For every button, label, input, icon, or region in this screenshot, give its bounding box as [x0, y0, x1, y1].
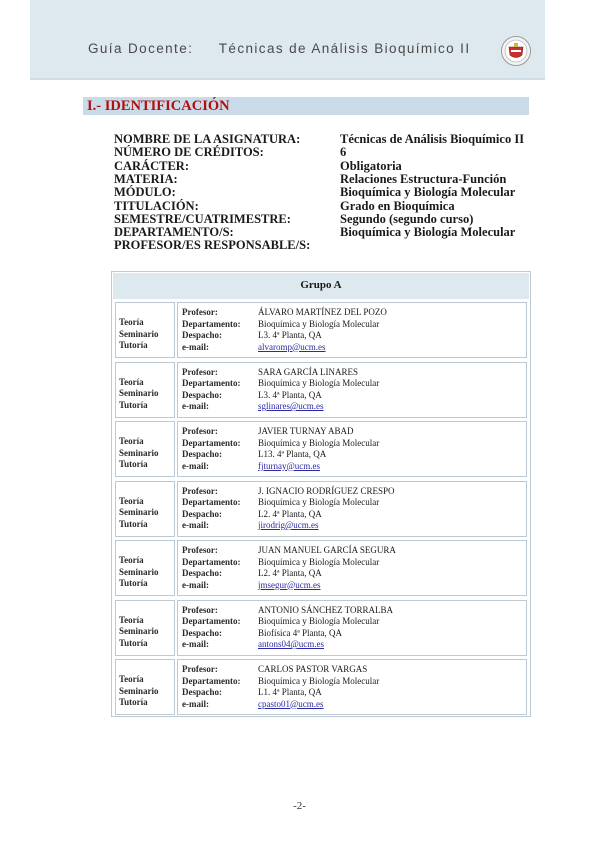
identification-label: NOMBRE DE LA ASIGNATURA: [114, 132, 301, 146]
professor-email-link[interactable]: alvaromp@ucm.es [258, 341, 326, 352]
identification-label: SEMESTRE/CUATRIMESTRE: [114, 211, 291, 226]
identification-label: PROFESOR/ES RESPONSABLE/S: [114, 238, 311, 253]
identification-value: Bioquímica y Biología Molecular [340, 185, 516, 200]
page-header [30, 0, 545, 80]
field-label: Despacho: [182, 687, 222, 697]
identification-row [114, 212, 534, 226]
field-label: Profesor: [182, 545, 218, 555]
field-label: Profesor: [182, 604, 218, 615]
professor-office: L3. 4ª Planta, QA [258, 330, 322, 340]
professor-department: Bioquímica y Biología Molecular [258, 616, 380, 626]
identification-label: MATERIA: [114, 171, 178, 186]
identification-row [114, 172, 534, 186]
identification-row [114, 225, 534, 239]
header-label: Guía Docente: [88, 41, 194, 56]
course-title: Técnicas de Análisis Bioquímico II [218, 41, 471, 56]
field-label: Profesor: [182, 307, 218, 317]
professor-name: JUAN MANUEL GARCÍA SEGURA [258, 545, 396, 555]
role-label: Teoría [119, 555, 144, 565]
identification-value: 6 [340, 145, 347, 160]
field-label: e-mail: [182, 639, 209, 649]
role-label: Tutoría [119, 578, 148, 588]
role-label: Teoría [119, 376, 144, 387]
role-label: Teoría [119, 674, 144, 684]
professor-email-link[interactable]: antons04@ucm.es [258, 639, 325, 649]
field-label: e-mail: [182, 520, 209, 530]
field-label: Profesor: [182, 664, 218, 674]
roles-list [119, 674, 159, 709]
role-label: Seminario [119, 566, 159, 577]
identification-value: Bioquímica y Biología Molecular [340, 225, 516, 240]
professor-details-cell [177, 421, 527, 477]
field-label: Despacho: [182, 330, 222, 340]
field-label: Profesor: [182, 426, 218, 436]
professor-details-cell [177, 362, 527, 418]
professor-name: SARA GARCÍA LINARES [258, 366, 359, 377]
professor-name: ANTONIO SÁNCHEZ TORRALBA [258, 604, 394, 615]
professor-details-cell [177, 659, 527, 715]
field-label: Departamento: [182, 675, 241, 686]
field-label: Departamento: [182, 497, 241, 507]
field-label: Departamento: [182, 378, 241, 388]
role-label: Teoría [119, 614, 144, 625]
professor-row [115, 659, 527, 715]
role-label: Teoría [119, 317, 144, 327]
field-label: Departamento: [182, 556, 241, 567]
roles-list [119, 317, 159, 352]
role-label: Teoría [119, 495, 144, 506]
professor-row [115, 481, 527, 537]
roles-list [119, 555, 159, 590]
roles-cell [115, 600, 175, 656]
roles-cell [115, 659, 175, 715]
professor-details-cell [177, 600, 527, 656]
professor-office: L13. 4ª Planta, QA [258, 449, 327, 459]
field-label: Despacho: [182, 389, 222, 400]
professor-department: Bioquímica y Biología Molecular [258, 675, 380, 686]
table-header [113, 273, 529, 299]
identification-label: CARÁCTER: [114, 158, 189, 173]
professor-name: ÁLVARO MARTÍNEZ DEL POZO [258, 307, 387, 317]
roles-cell [115, 421, 175, 477]
identification-label: NÚMERO DE CRÉDITOS: [114, 145, 264, 160]
field-label: e-mail: [182, 698, 209, 709]
field-label: e-mail: [182, 401, 209, 411]
professor-name: CARLOS PASTOR VARGAS [258, 664, 368, 674]
field-label: e-mail: [182, 579, 209, 590]
professor-name: J. IGNACIO RODRÍGUEZ CRESPO [258, 485, 395, 496]
roles-list [119, 615, 159, 650]
professor-email-link[interactable]: sglinares@ucm.es [258, 401, 324, 411]
identification-row [114, 199, 534, 213]
role-label: Seminario [119, 328, 159, 339]
professor-department: Bioquímica y Biología Molecular [258, 556, 380, 567]
professor-email-link[interactable]: jirodrig@ucm.es [258, 520, 319, 530]
roles-cell [115, 362, 175, 418]
roles-cell [115, 481, 175, 537]
identification-value: Técnicas de Análisis Bioquímico II [340, 132, 525, 146]
roles-cell [115, 302, 175, 358]
role-label: Tutoría [119, 340, 148, 350]
field-label: Departamento: [182, 318, 241, 329]
professor-email-link[interactable]: cpasto01@ucm.es [258, 698, 324, 709]
identification-label: MÓDULO: [114, 185, 176, 200]
role-label: Seminario [119, 507, 159, 517]
field-label: Profesor: [182, 366, 218, 377]
field-label: Departamento: [182, 437, 241, 448]
identification-row [114, 185, 534, 199]
identification-row [114, 145, 534, 159]
identification-row [114, 159, 534, 173]
professor-details-cell [177, 481, 527, 537]
professor-office: L1. 4ª Planta, QA [258, 687, 322, 697]
role-label: Tutoría [119, 697, 148, 707]
professors-table [111, 271, 531, 717]
professor-row [115, 302, 527, 358]
header-title [88, 41, 470, 56]
field-label: e-mail: [182, 460, 209, 471]
section-title: I.- IDENTIFICACIÓN [87, 98, 230, 114]
roles-list [119, 377, 159, 412]
university-crest-icon [500, 35, 532, 67]
professor-row [115, 421, 527, 477]
field-label: e-mail: [182, 341, 209, 352]
professor-office: L3. 4ª Planta, QA [258, 389, 322, 400]
field-label: Departamento: [182, 616, 241, 626]
professor-email-link[interactable]: jmsegur@ucm.es [258, 579, 321, 590]
role-label: Tutoría [119, 459, 148, 469]
professor-office: L2. 4ª Planta, QA [258, 508, 322, 519]
identification-value: Grado en Bioquímica [340, 198, 455, 213]
professor-department: Bioquímica y Biología Molecular [258, 497, 380, 507]
professor-name: JAVIER TURNAY ABAD [258, 426, 354, 436]
group-title: Grupo A [300, 279, 342, 291]
professor-details-cell [177, 302, 527, 358]
role-label: Tutoría [119, 518, 148, 529]
field-label: Despacho: [182, 449, 222, 459]
role-label: Seminario [119, 388, 159, 398]
professor-department: Bioquímica y Biología Molecular [258, 437, 380, 448]
professor-office: Biofísica 4ª Planta, QA [258, 627, 342, 638]
identification-row [114, 238, 534, 252]
role-label: Seminario [119, 626, 159, 636]
role-label: Seminario [119, 685, 159, 696]
roles-list [119, 496, 159, 531]
professor-department: Bioquímica y Biología Molecular [258, 318, 380, 329]
role-label: Seminario [119, 447, 159, 458]
roles-cell [115, 540, 175, 596]
field-label: Despacho: [182, 568, 222, 578]
identification-value: Obligatoria [340, 158, 402, 173]
role-label: Tutoría [119, 399, 148, 410]
field-label: Despacho: [182, 627, 222, 638]
identification-value: Relaciones Estructura-Función [340, 171, 507, 186]
page-number: -2- [293, 800, 306, 812]
role-label: Teoría [119, 436, 144, 446]
identification-row [114, 132, 534, 146]
professor-office: L2. 4ª Planta, QA [258, 568, 322, 578]
identification-value: Segundo (segundo curso) [340, 211, 474, 226]
roles-list [119, 436, 159, 471]
field-label: Profesor: [182, 485, 218, 496]
professor-email-link[interactable]: fjturnay@ucm.es [258, 460, 321, 471]
professor-row [115, 362, 527, 418]
professor-department: Bioquímica y Biología Molecular [258, 378, 380, 388]
field-label: Despacho: [182, 508, 222, 519]
header-divider [30, 78, 545, 80]
professor-row [115, 540, 527, 596]
role-label: Tutoría [119, 637, 148, 648]
identification-label: TITULACIÓN: [114, 198, 199, 213]
professor-details-cell [177, 540, 527, 596]
identification-label: DEPARTAMENTO/S: [114, 225, 234, 240]
professor-row [115, 600, 527, 656]
